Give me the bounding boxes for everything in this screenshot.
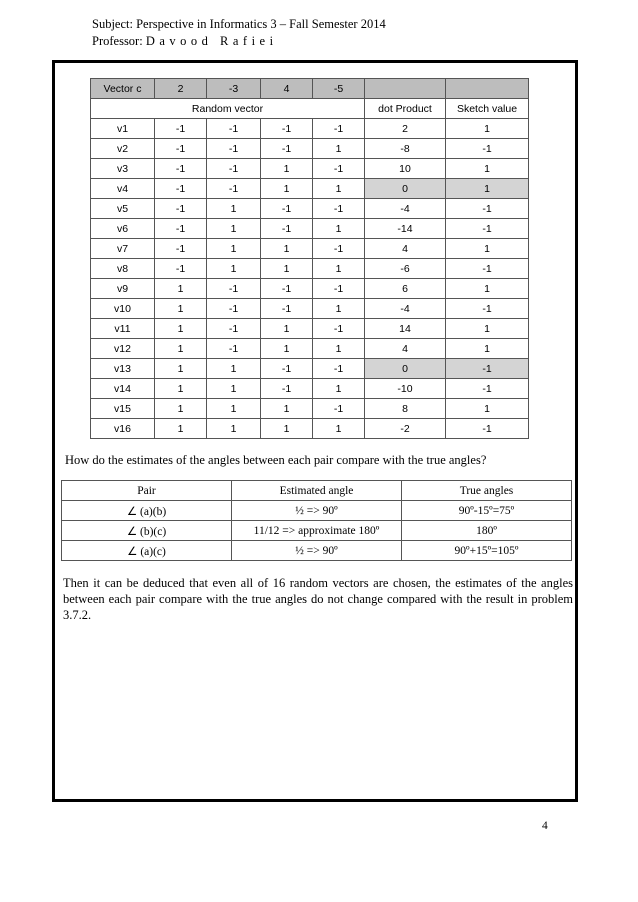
vector-name-cell: v16 — [91, 419, 155, 439]
vector-c-value: 2 — [155, 79, 207, 99]
vector-c-row — [91, 79, 529, 99]
table-row — [91, 279, 529, 299]
vector-component-cell: 1 — [261, 419, 313, 439]
sketch-value-cell: 1 — [446, 279, 529, 299]
vector-component-cell: -1 — [313, 399, 365, 419]
vector-name-cell: v4 — [91, 179, 155, 199]
vector-name-cell: v2 — [91, 139, 155, 159]
vector-component-cell: -1 — [261, 119, 313, 139]
vector-name-cell: v7 — [91, 239, 155, 259]
vector-component-cell: -1 — [261, 199, 313, 219]
table-row — [91, 239, 529, 259]
table-row — [91, 339, 529, 359]
vector-name-cell: v6 — [91, 219, 155, 239]
estimated-angle-cell: ½ => 90º — [232, 541, 402, 561]
table-row — [62, 541, 572, 561]
vector-component-cell: 1 — [207, 379, 261, 399]
professor-line — [92, 33, 386, 50]
dot-product-cell: 6 — [365, 279, 446, 299]
subject-line: Subject: Perspective in Informatics 3 – Fall Semester 2014 — [92, 17, 386, 31]
vector-component-cell: 1 — [313, 259, 365, 279]
vector-c-value: 4 — [261, 79, 313, 99]
dot-product-cell: -4 — [365, 299, 446, 319]
dot-product-cell: -4 — [365, 199, 446, 219]
vector-component-cell: 1 — [313, 139, 365, 159]
vector-component-cell: -1 — [313, 199, 365, 219]
sketch-value-cell: -1 — [446, 139, 529, 159]
vector-component-cell: 1 — [261, 179, 313, 199]
sketch-value-cell: -1 — [446, 299, 529, 319]
sketch-value-cell: 1 — [446, 179, 529, 199]
vector-component-cell: -1 — [207, 279, 261, 299]
vector-name-cell: v9 — [91, 279, 155, 299]
dot-product-cell: 2 — [365, 119, 446, 139]
vector-component-cell: 1 — [313, 419, 365, 439]
sketch-value-header: Sketch value — [446, 99, 529, 119]
vector-component-cell: -1 — [313, 239, 365, 259]
table-row — [62, 501, 572, 521]
content-frame — [52, 60, 578, 802]
dot-product-cell: 14 — [365, 319, 446, 339]
vector-component-cell: 1 — [261, 319, 313, 339]
vector-component-cell: -1 — [261, 299, 313, 319]
pair-cell: ∠ (a)(c) — [62, 541, 232, 561]
sketch-value-cell: -1 — [446, 219, 529, 239]
vector-c-value: -5 — [313, 79, 365, 99]
vector-name-cell: v5 — [91, 199, 155, 219]
vector-component-cell: 1 — [207, 399, 261, 419]
vector-component-cell: -1 — [261, 139, 313, 159]
sketch-value-cell: 1 — [446, 119, 529, 139]
vector-component-cell: 1 — [207, 199, 261, 219]
estimated-angle-cell: 11/12 => approximate 180º — [232, 521, 402, 541]
dot-product-cell: 0 — [365, 359, 446, 379]
vector-component-cell: 1 — [155, 339, 207, 359]
estimated-angle-header: Estimated angle — [232, 481, 402, 501]
table-row — [91, 199, 529, 219]
vector-component-cell: -1 — [155, 259, 207, 279]
vector-component-cell: 1 — [261, 159, 313, 179]
table-row — [91, 379, 529, 399]
dot-product-cell: -6 — [365, 259, 446, 279]
vector-component-cell: -1 — [155, 199, 207, 219]
sketch-value-cell: -1 — [446, 199, 529, 219]
table-row — [91, 359, 529, 379]
vector-component-cell: -1 — [155, 139, 207, 159]
vector-component-cell: 1 — [313, 299, 365, 319]
pair-header: Pair — [62, 481, 232, 501]
vector-component-cell: -1 — [313, 279, 365, 299]
column-header-row — [91, 99, 529, 119]
vector-component-cell: -1 — [261, 279, 313, 299]
sketch-value-cell: 1 — [446, 339, 529, 359]
vector-name-cell: v3 — [91, 159, 155, 179]
vector-component-cell: 1 — [313, 219, 365, 239]
sketch-value-cell: 1 — [446, 319, 529, 339]
vector-component-cell: -1 — [313, 319, 365, 339]
table-row — [91, 299, 529, 319]
vector-name-cell: v15 — [91, 399, 155, 419]
vector-component-cell: -1 — [313, 159, 365, 179]
vector-component-cell: -1 — [207, 119, 261, 139]
pair-cell: ∠ (b)(c) — [62, 521, 232, 541]
vector-component-cell: 1 — [155, 279, 207, 299]
sketch-value-cell: 1 — [446, 239, 529, 259]
vector-component-cell: 1 — [261, 339, 313, 359]
vector-name-cell: v12 — [91, 339, 155, 359]
page-number: 4 — [542, 820, 548, 832]
angle-table — [61, 480, 572, 561]
vector-component-cell: 1 — [155, 299, 207, 319]
vector-component-cell: -1 — [155, 219, 207, 239]
dot-product-cell: -8 — [365, 139, 446, 159]
vector-name-cell: v10 — [91, 299, 155, 319]
vector-component-cell: -1 — [155, 159, 207, 179]
table-row — [91, 139, 529, 159]
vector-component-cell: 1 — [207, 239, 261, 259]
question-text: How do the estimates of the angles between each pair compare with the true angles? — [65, 453, 487, 467]
vector-component-cell: -1 — [155, 179, 207, 199]
vector-component-cell: 1 — [207, 259, 261, 279]
page-header — [92, 16, 386, 50]
vector-component-cell: 1 — [261, 259, 313, 279]
true-angle-cell: 180º — [402, 521, 572, 541]
table-row — [91, 259, 529, 279]
vector-component-cell: 1 — [155, 359, 207, 379]
vector-component-cell: -1 — [207, 159, 261, 179]
dot-product-cell: 4 — [365, 339, 446, 359]
vector-c-empty-cell — [365, 79, 446, 99]
vector-component-cell: -1 — [261, 379, 313, 399]
conclusion-text: Then it can be deduced that even all of 16 random vectors are chosen, the estimates of the angles between each pair compare with the true angles do not change compared with the result in problem 3.7.2. — [63, 576, 573, 622]
vector-name-cell: v8 — [91, 259, 155, 279]
vector-component-cell: 1 — [207, 219, 261, 239]
sketch-value-cell: 1 — [446, 159, 529, 179]
vector-component-cell: 1 — [261, 239, 313, 259]
sketch-value-cell: -1 — [446, 259, 529, 279]
random-vector-header: Random vector — [91, 99, 365, 119]
dot-product-cell: -14 — [365, 219, 446, 239]
vector-component-cell: 1 — [155, 399, 207, 419]
table-row — [91, 399, 529, 419]
vector-component-cell: -1 — [155, 239, 207, 259]
vector-component-cell: 1 — [313, 179, 365, 199]
dot-product-header: dot Product — [365, 99, 446, 119]
dot-product-cell: -10 — [365, 379, 446, 399]
estimated-angle-cell: ½ => 90º — [232, 501, 402, 521]
vector-name-cell: v13 — [91, 359, 155, 379]
vector-table — [90, 78, 529, 439]
vector-component-cell: -1 — [261, 359, 313, 379]
dot-product-cell: 10 — [365, 159, 446, 179]
vector-component-cell: -1 — [261, 219, 313, 239]
vector-component-cell: -1 — [313, 359, 365, 379]
dot-product-cell: 4 — [365, 239, 446, 259]
table-row — [62, 521, 572, 541]
pair-cell: ∠ (a)(b) — [62, 501, 232, 521]
table-row — [91, 219, 529, 239]
vector-c-label: Vector c — [91, 79, 155, 99]
vector-component-cell: -1 — [207, 179, 261, 199]
dot-product-cell: -2 — [365, 419, 446, 439]
sketch-value-cell: -1 — [446, 419, 529, 439]
vector-component-cell: 1 — [207, 419, 261, 439]
vector-component-cell: -1 — [207, 299, 261, 319]
table-row — [91, 119, 529, 139]
vector-component-cell: -1 — [155, 119, 207, 139]
true-angles-header: True angles — [402, 481, 572, 501]
sketch-value-cell: -1 — [446, 359, 529, 379]
vector-component-cell: 1 — [207, 359, 261, 379]
dot-product-cell: 0 — [365, 179, 446, 199]
professor-name: Davood Rafiei — [145, 34, 278, 48]
true-angle-cell: 90º-15º=75º — [402, 501, 572, 521]
vector-component-cell: 1 — [313, 339, 365, 359]
vector-component-cell: 1 — [313, 379, 365, 399]
vector-component-cell: 1 — [155, 319, 207, 339]
table-row — [91, 159, 529, 179]
vector-component-cell: 1 — [155, 379, 207, 399]
table-row — [91, 319, 529, 339]
sketch-value-cell: -1 — [446, 379, 529, 399]
vector-name-cell: v14 — [91, 379, 155, 399]
true-angle-cell: 90º+15º=105º — [402, 541, 572, 561]
vector-c-empty-cell — [446, 79, 529, 99]
vector-component-cell: 1 — [261, 399, 313, 419]
vector-component-cell: -1 — [207, 139, 261, 159]
vector-name-cell: v11 — [91, 319, 155, 339]
vector-component-cell: -1 — [313, 119, 365, 139]
angle-header-row — [62, 481, 572, 501]
professor-label: Professor: — [92, 34, 146, 48]
dot-product-cell: 8 — [365, 399, 446, 419]
vector-c-value: -3 — [207, 79, 261, 99]
vector-component-cell: -1 — [207, 339, 261, 359]
vector-name-cell: v1 — [91, 119, 155, 139]
vector-component-cell: -1 — [207, 319, 261, 339]
table-row — [91, 419, 529, 439]
sketch-value-cell: 1 — [446, 399, 529, 419]
table-row — [91, 179, 529, 199]
vector-component-cell: 1 — [155, 419, 207, 439]
